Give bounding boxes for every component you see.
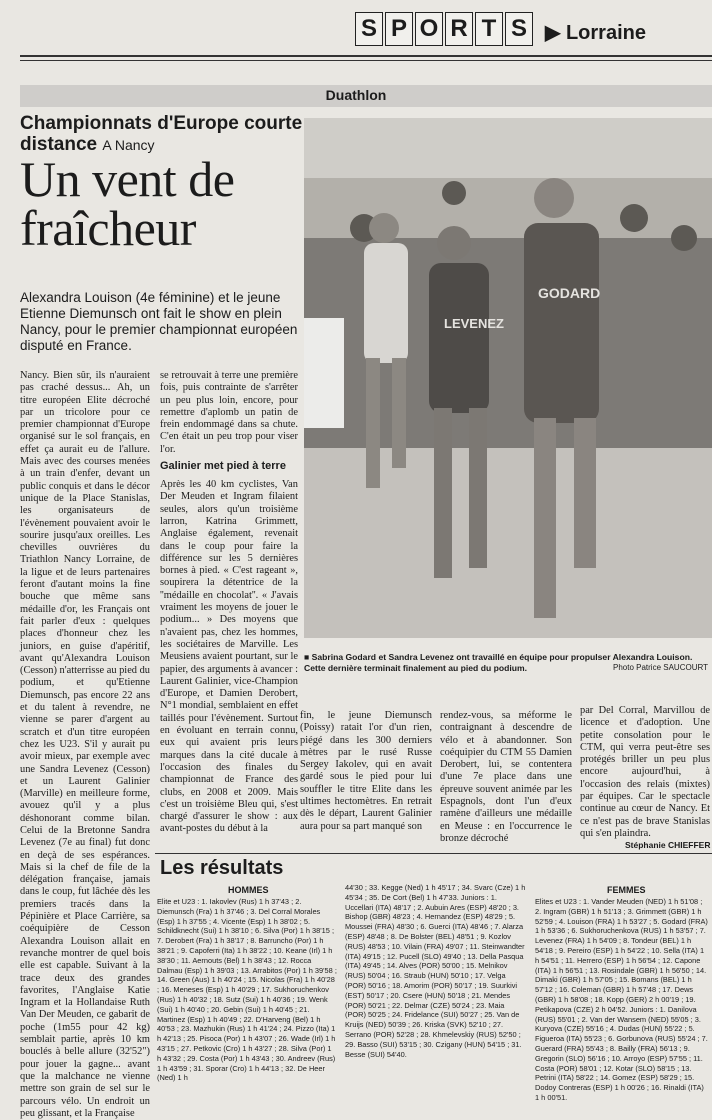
race-photo [304, 118, 712, 638]
logo-letter: S [355, 12, 383, 46]
bib-levenez: LEVENEZ [444, 316, 504, 331]
section-title: Duathlon [325, 87, 387, 103]
photo-credit: Photo Patrice SAUCOURT [613, 663, 708, 672]
byline: Stéphanie CHIEFFER [625, 840, 711, 850]
bib-godard: GODARD [538, 285, 601, 301]
header-rule [20, 55, 712, 57]
body-text: se retrouvait à terre une première fois, puis contrainte de s'arrêter un peu plus loin, encore, pour remettre d'aplomb un patin de frein endommagé dans sa chute. C'en était un peu trop pour viser l'or. [160, 370, 298, 455]
results-men-part1: Elite et U23 : 1. Iakovlev (Rus) 1 h 37'43 ; 2. Diemunsch (Fra) 1 h 37'46 ; 3. Del Corral Morales (Esp) 1 h 37'55 ; 4. Vicente (Esp) 1 h 38'02 ; 5. Schildknecht (Sui) 1 h 38'10 ; 6. Silva (Por) 1 h 38'15 ; 7. Derobert (Fra) 1 h 38'17 ; 8. Barruncho (Por) 1 h 38'21 ; 9. Capoferri (Ita) 1 h 38'22 ; 10. Keane (Irl) 1 h 38'30 ; 11. Aernouts (Bel) 1 h 38'43 ; 12. Rocca Dalmau (Esp) 1 h 39'03 ; 13. Arrabitos (Por) 1 h 39'58 ; 14. Green (Aus) 1 h 40'24 ; 15. Nicolas (Fra) 1 h 40'28 ; 16. Meneses (Esp) 1 h 40'29 ; 17. Sukhoruchenkov (Rus) 1 h 40'32 ; 18. Sutz (Sui) 1 h 40'36 ; 19. Wenk (Sui) 1 h 40'40 ; 20. Gebin (Sui) 1 h 40'45 ; 21. Martinez (Esp) 1 h 40'49 ; 22. D'Harveng (Bel) 1 h 40'53 ; 23. Mazhukin (Rus) 1 h 41'24 ; 24. Pizzo (Ita) 1 h 42'13 ; 25. Pisoca (Por) 1 h 43'07 ; 26. Wade (Irl) 1 h 43'15 ; 27. Petkovic (Cro) 1 h 43'27 ; 28. Silva (Por) 1 h 43'32 ; 29. Costa (Por) 1 h 43'43 ; 30. Andreev (Rus) 1 h 43'59 ; 31. Sporar (Cro) 1 h 44'13 ; 32. De Heer (Ned) 1 h [157, 897, 337, 1083]
logo-letter: R [445, 12, 473, 46]
results-title: Les résultats [160, 857, 284, 879]
results-rule [155, 853, 712, 854]
lede: Alexandra Louison (4e féminine) et le jeune Etienne Diemunsch ont fait le show en plein Nancy, pour le premier championnat européen disputé en France. [20, 290, 298, 353]
arrow-icon: ▶ [545, 22, 561, 44]
results-women: Elites et U23 : 1. Vander Meuden (NED) 1 h 51'08 ; 2. Ingram (GBR) 1 h 51'13 ; 3. Grimmett (GBR) 1 h 52'59 ; 4. Louison (FRA) 1 h 53'27 ; 5. Godard (FRA) 1 h 53'36 ; 6. Sukhoruchenkova (RUS) 1 h 53'57 ; 7. Levenez (FRA) 1 h 54'09 ; 8. Tondeur (BEL) 1 h 54'18 ; 9. Pereiro (ESP) 1 h 54'22 ; 10. Sella (ITA) 1 h 54'51 ; 11. Herrero (ESP) 1 h 56'54 ; 12. Capone (ITA) 1 h 56'51 ; 13. Rosindale (GBR) 1 h 56'50 ; 14. Dimaki (GBR) 1 h 57'05 ; 15. Bomans (BEL) 1 h 57'12 ; 16. Coleman (GBR) 1 h 57'48 ; 17. Dews (GBR) 1 h 58'08 ; 18. Kopp (GER) 2 h 00'19 ; 19. Petikapova (CZE) 2 h 04'52. Juniors : 1. Danilova (RUS) 55'01 ; 2. Van der Wansem (NED) 55'05 ; 3. Kuryova (CZE) 55'16 ; 4. Dudas (HUN) 55'22 ; 5. Figueroa (ITA) 55'23 ; 6. Gorbunova (RUS) 55'24 ; 7. Guerard (FRA) 55'43 ; 8. Bailly (FRA) 56'13 ; 9. Gregorin (SLO) 56'16 ; 10. Arroyo (ESP) 57'55 ; 11. Costa (POR) 58'01 ; 12. Kotar (SLO) 58'15 ; 13. Petrini (ITA) 58'22 ; 14. Gomez (ESP) 58'29 ; 15. Dodoy Contreras (ESP) 1 h 00'26 ; 16. Rinaldi (ITA) 1 h 00'51. [535, 897, 708, 1102]
body-text: fin, le jeune Diemunsch (Poissy) ratait l'or d'un rien, piégé dans les 300 derniers mètres par le rusé Russe Sergey Iakolev, qui en avait gardé sous le pied pour lui souffler le titre Elite dans les ultimes hectomètres. En retrait dès le départ, Laurent Galinier aura pour sa part manqué son [300, 710, 432, 832]
section-logo [355, 12, 533, 46]
headline: Un vent de fraîcheur [20, 151, 235, 256]
region-label [545, 20, 646, 45]
body-text: Après les 40 km cyclistes, Van Der Meuden et Ingram filaient seules, alors qu'un troisième larron, Katrina Grimmett, Anglaise également, revenait dans le coup pour faire la différence sur les 5 dernières bornes à pied. « C'est rageant », soupirera la détentrice de la ''médaille en chocolat''. « J'avais vraiment les moyens de jouer le podium... » Des moyens que n'avaient pas, chez les hommes, les sociétaires de Marville. Les Meusiens avaient pourtant, sur le papier, des arguments à avancer : Laurent Galinier, vice-Champion d'Europe, et Damien Derobert, N°1 mondial, semblaient en effet taillés pour l'évènement. Surtout en évoluant en terrain connu, eux qui avaient pris leurs marques dans la cité ducale à l'occasion des finales du championnat de France des clubs, en 2008 et 2009. Mais c'est un troisième Bleu qui, s'est chargé d'assurer le show : aux avant-postes du début à la [160, 479, 298, 835]
results-women-heading: FEMMES [607, 885, 646, 895]
kicker-place: A Nancy [102, 137, 155, 153]
logo-letter: P [385, 12, 413, 46]
logo-letter: T [475, 12, 503, 46]
region-name: Lorraine [565, 22, 646, 44]
body-text: Nancy. Bien sûr, ils n'auraient pas craché dessus... Ah, un titre européen Elite décroché par un tricolore pour ce premier championnat d'Europe organisé sur le sol français, en effet ça aurait eu de l'allure. Mais avec des courses menées à un train d'enfer, devant un public conquis et dans le décor unique de la Place Stanislas, les organisateurs de l'évènement pouvaient avoir le sourire jusqu'aux oreilles. Les chevilles ouvrières du Triathlon Nancy Lorraine, de la ligue et de leurs partenaires feront d'autant moins la fine bouche que même sans médaille d'or, les Français ont fait parler d'eux : quelques places d'honneur chez les juniors, en guise d'apéritif, avant qu'Alexandra Louison (Cesson) n'atterrisse au pied du podium, et qu'Etienne Diemunsch, pas encore 22 ans et du talent à revendre, ne vienne se parer d'argent au scratch et d'un titre européen chez les U23. S'il y aurait pu avoir mieux, par exemple avec une Sandra Levenez (Cesson) et un Laurent Galinier (Marville) en meilleure forme, avouez qu'il y a plus déshonorant comme bilan. Celui de la Bretonne Sandra Levenez (7e au final) fut donc en deçà de ses espérances. Mais si la chef de file de la délégation française, jamais dans le coup, fut lâchée dès les premiers tracés dans la Pépinière et Place Carrière, sa coéquipière de Cesson Alexandra Louison allait en revanche montrer de quel bois elle est capable. Suivant à la trace deux des grandes favorites, l'Anglaise Katie Ingram et la Hollandaise Ruth Van Der Meuden, ce gabarit de poche (1m55 pour 42 kg) semblait partie, après 10 km bouclés à belle allure (32'52") pour jouer la gagne... avant que la malchance ne vienne mettre son grain de sel sur le parcours vélo. Un endroit un peu glissant, et la Française [20, 370, 150, 1119]
results-men-heading: HOMMES [228, 885, 269, 895]
article-column-4 [440, 710, 572, 850]
caption-bullet: ■ [304, 652, 312, 662]
results-men-part2: 44'30 ; 33. Kegge (Ned) 1 h 45'17 ; 34. Svarc (Cze) 1 h 45'34 ; 35. De Cort (Bel) 1 h 47'33. Juniors : 1. Uccellari (ITA) 48'17 ; 2. Aubuin Ares (ESP) 48'20 ; 3. Bishop (GBR) 48'23 ; 4. Hernandez (ESP) 48'29 ; 5. Moussei (FRA) 48'30 ; 6. Guerci (ITA) 48'46 ; 7. Alarza (ESP) 48'48 ; 8. De Bolster (BEL) 48'51 ; 9. Kozlov (RUS) 48'53 ; 10. Vilain (FRA) 49'07 ; 11. Steinwandter (ITA) 49'15 ; 12. Pucell (SLO) 49'40 ; 13. Della Pasqua (ITA) 49'45 ; 14. Alves (POR) 50'00 ; 15. Melnikov (RUS) 50'04 ; 16. Straub (HUN) 50'10 ; 17. Velga (POR) 50'16 ; 18. Amorim (POR) 50'17 ; 19. Suurkivi (EST) 50'17 ; 20. Csere (HUN) 50'18 ; 21. Mendes (POR) 50'21 ; 22. Delmar (CZE) 50'24 ; 23. Maia (POR) 50'25 ; 24. Fridelance (SUI) 50'27 ; 25. Van de Kruijs (NED) 50'39 ; 26. Kriska (SVK) 52'10 ; 27. Serrano (POR) 52'28 ; 28. Khmelevskiy (RUS) 52'50 ; 29. Basso (SUI) 53'15 ; 30. Czigany (HUN) 54'15 ; 31. Besse (SUI) 54'40. [345, 883, 526, 1059]
article-column-3 [300, 710, 432, 850]
body-text: rendez-vous, sa méforme le contraignant à descendre de vélo et à abandonner. Son coéquipier du CTM 55 Damien Derobert, lui, se contentera d'une 7e place dans une épreuve souvent animée par les Espagnols, dont l'un d'eux ramène d'ailleurs une médaille en Meuse : en l'occurrence le bronze décroché [440, 710, 572, 844]
logo-letter: S [505, 12, 533, 46]
article-column-2 [160, 370, 298, 835]
runners-illustration [304, 118, 712, 638]
article-column-1 [20, 370, 150, 1119]
subheading: Galinier met pied à terre [160, 460, 286, 473]
caption-text: Sabrina Godard et Sandra Levenez ont travaillé en équipe pour propulser Alexandra Louison. Cette dernière terminait finalement au pied du podium. [304, 652, 693, 673]
kicker-title: Championnats d'Europe courte distance [20, 113, 303, 155]
kicker [20, 113, 305, 156]
logo-letter: O [415, 12, 443, 46]
header-rule-thin [20, 60, 712, 61]
article-column-5 [580, 705, 710, 837]
body-text: par Del Corral, Marvillou de licence et d'adoption. Une petite consolation pour le CTM, qui verra peut-être ses protégés briller un peu plus encore aujourd'hui, à l'occasion des relais (mixtes) par équipes. Car le spectacle continue au cœur de Nancy. Et ce n'est pas de brave Stanislas qui s'en plaindra. [580, 705, 710, 839]
